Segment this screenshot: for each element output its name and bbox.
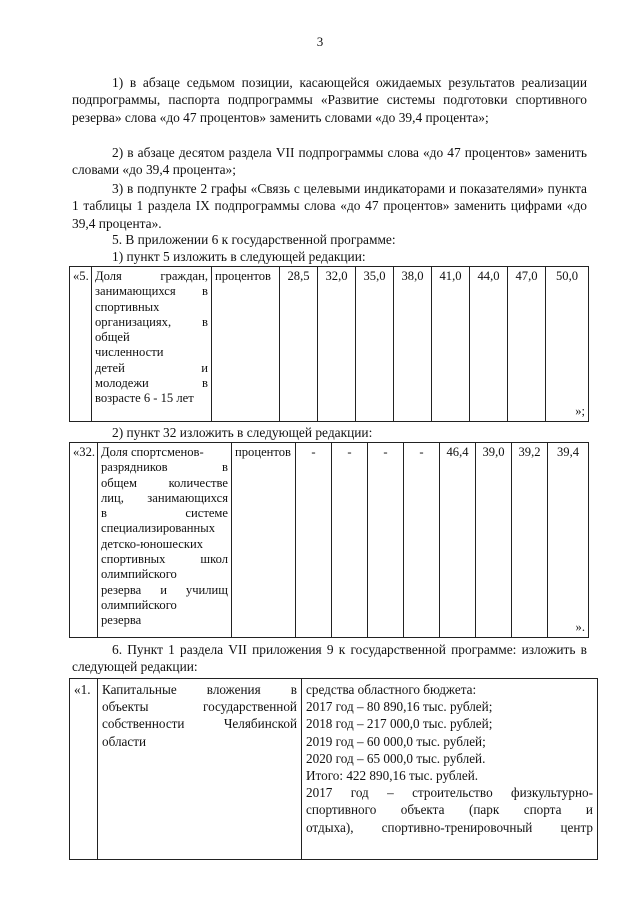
- paragraph-2: 2) в абзаце десятом раздела VII подпрограммы слова «до 47 процентов» заменить словами «до 39,4 процента»;: [72, 145, 587, 178]
- row-number: «32.: [70, 443, 98, 638]
- name-line: лиц, занимающихся: [101, 490, 228, 505]
- value-cell: -: [404, 443, 440, 638]
- unit-cell: процентов: [232, 443, 296, 638]
- closing-quote: ».: [575, 619, 585, 634]
- name-line: спортивных: [95, 299, 160, 314]
- funding-line: средства областного бюджета:: [306, 682, 477, 697]
- indicator-name: [98, 443, 232, 638]
- funding-total: Итого: 422 890,16 тыс. рублей.: [306, 768, 479, 784]
- name-line: объекты государственной: [102, 699, 297, 715]
- value-text: 39,4: [556, 445, 580, 459]
- name-line: Доля спортсменов-: [101, 445, 204, 459]
- value-cell-last: [548, 443, 589, 638]
- funding-line: 2019 год – 60 000,0 тыс. рублей;: [306, 733, 486, 749]
- value-cell: 39,2: [512, 443, 548, 638]
- paragraph-4: 5. В приложении 6 к государственной программе:: [112, 232, 396, 247]
- capital-investment-table: [69, 678, 598, 860]
- name-line: общей: [95, 330, 130, 345]
- paragraph-6: 2) пункт 32 изложить в следующей редакции:: [112, 425, 373, 440]
- page-number: 3: [316, 34, 324, 49]
- name-line: в системе: [101, 506, 228, 521]
- value-cell: 32,0: [318, 267, 356, 422]
- name-line: олимпийского: [101, 567, 177, 582]
- value-cell-last: [546, 267, 589, 422]
- paragraph-7: 6. Пункт 1 раздела VII приложения 9 к государственной программе: изложить в следующей редакции:: [72, 642, 587, 675]
- name-line: общем количестве: [101, 475, 228, 490]
- name-line: резерва: [101, 613, 142, 628]
- name-line: специализированных: [101, 521, 216, 536]
- paragraph-1: 1) в абзаце седьмом позиции, касающейся ожидаемых результатов реализации подпрограммы, паспорта подпрограммы «Развитие системы подготовки спортивного резерва» слова «до 47 процентов» заменить словами «до 39,4 процента»;: [72, 75, 587, 125]
- name-line: численности: [95, 345, 164, 360]
- name-line: детско-юношеских: [101, 536, 204, 551]
- value-cell: 41,0: [432, 267, 470, 422]
- name-line: разрядников в: [101, 460, 228, 475]
- name-line: детей и: [95, 360, 208, 375]
- description-line: отдыха), спортивно-тренировочный центр: [306, 819, 593, 835]
- value-cell: -: [296, 443, 332, 638]
- name-line: собственности Челябинской: [102, 716, 297, 732]
- name-line: олимпийского: [101, 597, 177, 612]
- name-line: резерва и училищ: [101, 582, 228, 597]
- name-line: спортивных школ: [101, 552, 228, 567]
- name-line: области: [102, 733, 147, 749]
- funding-line: 2020 год – 65 000,0 тыс. рублей.: [306, 750, 486, 766]
- value-cell: 38,0: [394, 267, 432, 422]
- name-line: организациях, в: [95, 314, 208, 329]
- funding-line: 2018 год – 217 000,0 тыс. рублей;: [306, 716, 493, 732]
- name-line: молодежи в: [95, 376, 208, 391]
- value-cell: 44,0: [470, 267, 508, 422]
- paragraph-5: 1) пункт 5 изложить в следующей редакции:: [112, 249, 366, 264]
- name-line: возрасте 6 - 15 лет: [95, 391, 194, 406]
- unit-cell: процентов: [212, 267, 280, 422]
- funding-line: 2017 год – 80 890,16 тыс. рублей;: [306, 699, 493, 715]
- closing-quote: »;: [575, 403, 585, 418]
- funding-cell: [302, 679, 598, 860]
- description-line: 2017 год – строительство физкультурно-: [306, 785, 593, 801]
- value-cell: 47,0: [508, 267, 546, 422]
- value-cell: 28,5: [280, 267, 318, 422]
- investment-name: [98, 679, 302, 860]
- indicator-name: [92, 267, 212, 422]
- name-line: Доля граждан,: [95, 269, 208, 283]
- description-line: спортивного объекта (парк спорта и: [306, 802, 593, 818]
- row-number: «5.: [70, 267, 92, 422]
- value-text: 50,0: [555, 269, 579, 283]
- value-cell: 46,4: [440, 443, 476, 638]
- name-line: занимающихся в: [95, 284, 208, 299]
- name-line: Капитальные вложения в: [102, 682, 297, 697]
- indicator-table-5: [69, 266, 589, 422]
- paragraph-3: 3) в подпункте 2 графы «Связь с целевыми индикаторами и показателями» пункта 1 таблицы 1 раздела IX подпрограммы слова «до 47 процентов» заменить цифрами «до 39,4 процента».: [72, 181, 587, 231]
- value-cell: -: [332, 443, 368, 638]
- value-cell: 35,0: [356, 267, 394, 422]
- value-cell: -: [368, 443, 404, 638]
- row-number: «1.: [70, 679, 98, 860]
- value-cell: 39,0: [476, 443, 512, 638]
- indicator-table-32: [69, 442, 589, 638]
